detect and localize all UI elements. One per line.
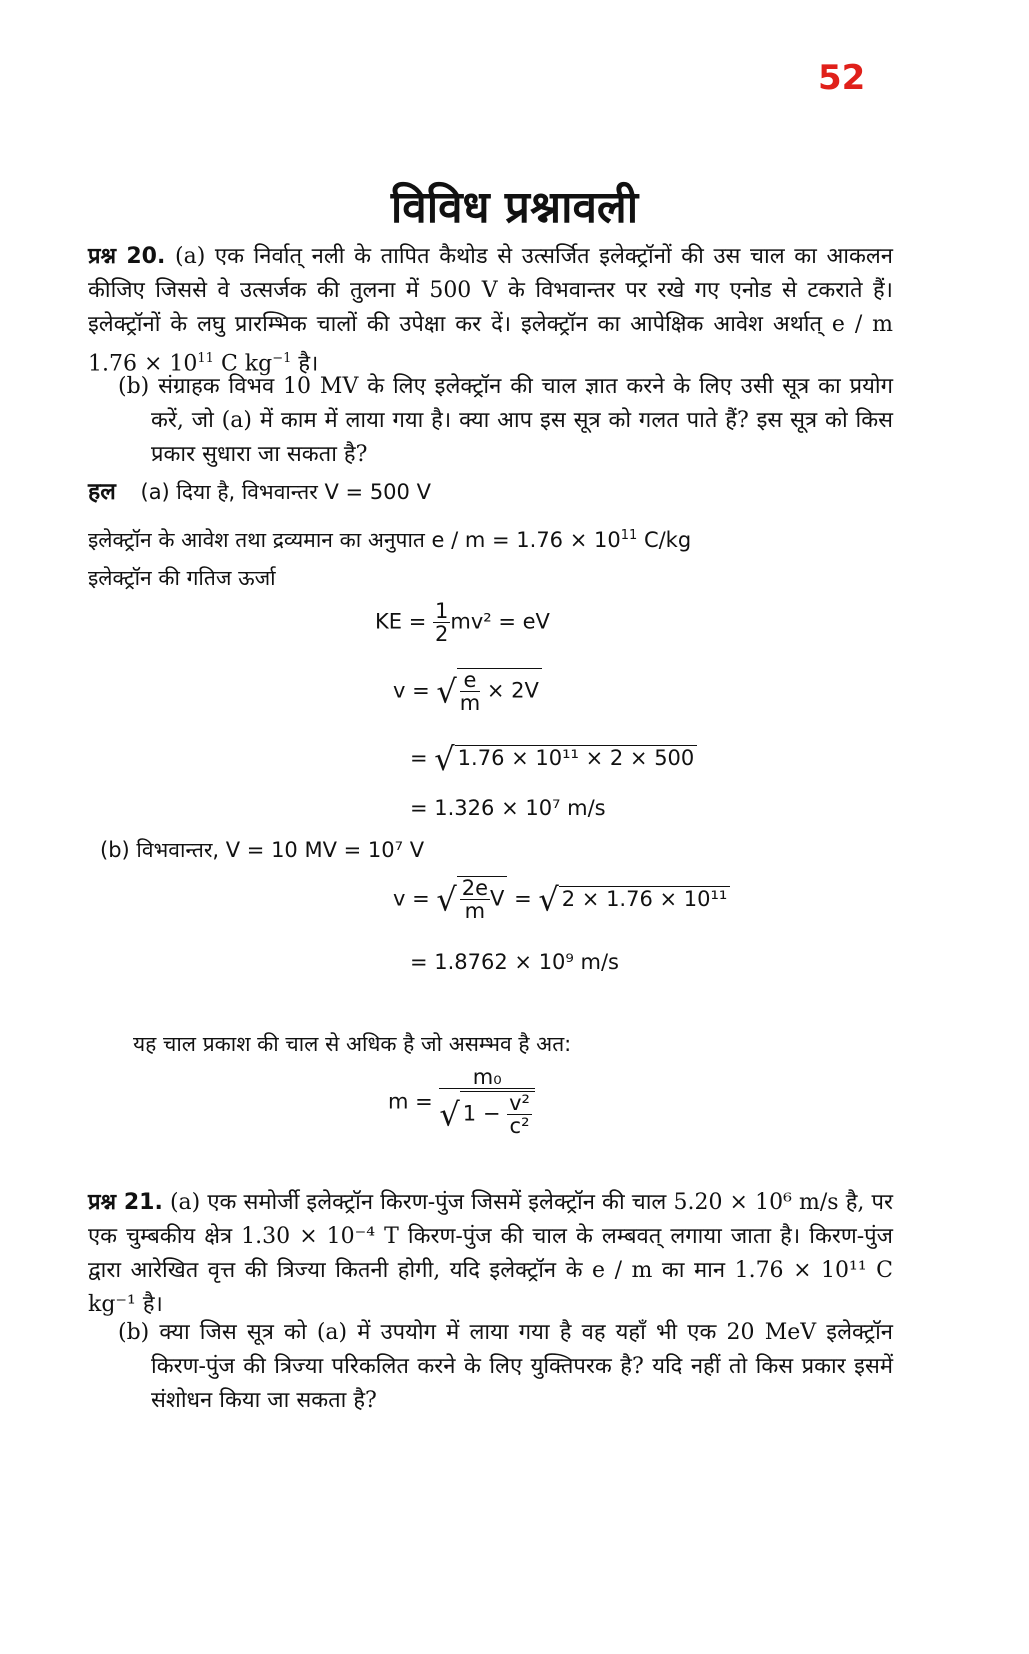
sqrt-icon: √ [538, 880, 559, 919]
equation-velocity-b [393, 876, 730, 922]
eq5-radicand [457, 876, 508, 922]
question-21-part-a [88, 1186, 893, 1322]
solution-line-2 [88, 522, 691, 554]
eq5-radicand-2: 2 × 1.76 × 10¹¹ [559, 886, 731, 911]
eq2-num: e [460, 669, 480, 692]
ratio-exp: 11 [620, 528, 638, 543]
eq1-num: 1 [435, 599, 449, 623]
question-21-label: प्रश्न 21. [88, 1190, 163, 1215]
eq7-inner-den: c² [509, 1114, 530, 1138]
equation-relativistic-mass [388, 1066, 535, 1137]
equation-kinetic-energy [375, 600, 550, 645]
question-21-text-a: (a) एक समोर्जी इलेक्ट्रॉन किरण-पुंज जिसमें इलेक्ट्रॉन की चाल 5.20 × 10⁶ m/s है, पर एक चुम्बकीय क्षेत्र 1.30 × 10⁻⁴ T किरण-पुंज की चाल के लम्बवत् लगाया जाता है। किरण-पुंज द्वारा आरेखित वृत्त की त्रिज्या कितनी होगी, यदि इलेक्ट्रॉन के e / m का मान 1.76 × 10¹¹ C kg⁻¹ है। [88, 1190, 893, 1317]
question-20-text-a: (a) एक निर्वात् नली के तापित कैथोड से उत्सर्जित इलेक्ट्रॉनों की उस चाल का आकलन कीजिए जिससे वे उत्सर्जक की तुलना में 500 V के विभवान्तर पर रखे गए एनोड से टकराते हैं। इलेक्ट्रॉनों के लघु प्रारम्भिक चालों की उपेक्षा कर दें। इलेक्ट्रॉन का आपेक्षिक आवेश अर्थात् e / m 1.76 × 10 [88, 244, 893, 377]
ratio-text: इलेक्ट्रॉन के आवेश तथा द्रव्यमान का अनुपात e / m = 1.76 × 10 [88, 528, 621, 552]
eq2-left: v = [393, 678, 437, 703]
page-title: विविध प्रश्नावली [390, 182, 639, 233]
solution-conclusion: यह चाल प्रकाश की चाल से अधिक है जो असम्भव है अत: [133, 1032, 572, 1056]
sqrt-icon: √ [439, 1095, 460, 1134]
equation-velocity [393, 668, 542, 714]
eq2-right: × 2V [480, 678, 539, 703]
eq1-den: 2 [435, 622, 449, 646]
eq7-fraction [439, 1066, 535, 1137]
eq2-radicand [457, 668, 542, 714]
question-20-end: है। [291, 351, 319, 377]
solution-part-b: (b) विभवान्तर, V = 10 MV = 10⁷ V [100, 838, 425, 862]
eq1-fraction [433, 600, 450, 645]
sqrt-icon: √ [434, 740, 455, 778]
eq5-equals: = [507, 886, 539, 911]
eq5-left: v = [393, 886, 437, 911]
eq3-radicand: 1.76 × 10¹¹ × 2 × 500 [455, 745, 698, 770]
ratio-unit: C/kg [637, 528, 692, 552]
equation-result-b: = 1.8762 × 10⁹ m/s [410, 950, 619, 974]
question-21-part-b: (b) क्या जिस सूत्र को (a) में उपयोग में लाया गया है वह यहाँ भी एक 20 MeV इलेक्ट्रॉन किरण-पुंज की त्रिज्या परिकलित करने के लिए युक्तिपरक है? यदि नहीं तो किस प्रकार इसमें संशोधन किया जा सकता है? [118, 1320, 893, 1413]
solution-line-3: इलेक्ट्रॉन की गतिज ऊर्जा [88, 566, 276, 590]
sqrt-icon: √ [436, 672, 457, 711]
question-20-exp: 11 [197, 351, 214, 366]
question-20-unit-exp: −1 [272, 351, 292, 366]
eq5-mid: V [490, 886, 505, 911]
solution-line-1 [88, 478, 431, 506]
question-20-unit: C kg [213, 351, 273, 377]
eq7-radicand [460, 1091, 535, 1137]
equation-substitution [410, 740, 697, 778]
sqrt-icon: √ [436, 880, 457, 919]
eq7-inner-a: 1 − [462, 1101, 508, 1126]
eq2-den: m [459, 691, 481, 715]
eq3-equals: = [410, 746, 435, 770]
eq7-inner-num: v² [509, 1091, 530, 1115]
eq7-left: m = [388, 1089, 440, 1114]
eq1-right: mv² = eV [450, 609, 550, 634]
eq7-num: m₀ [439, 1066, 535, 1089]
question-20-part-a [88, 240, 893, 381]
eq5-den: m [464, 899, 486, 923]
solution-given: (a) दिया है, विभवान्तर V = 500 V [140, 480, 431, 504]
eq5-num: 2e [461, 876, 489, 900]
question-20-part-b: (b) संग्राहक विभव 10 MV के लिए इलेक्ट्रॉन की चाल ज्ञात करने के लिए उसी सूत्र का प्रयोग करें, जो (a) में काम में लाया गया है। क्या आप इस सूत्र को गलत पाते हैं? इस सूत्र को किस प्रकार सुधारा जा सकता है? [118, 374, 893, 467]
eq7-den [439, 1089, 535, 1137]
page-number: 52 [818, 58, 866, 98]
eq1-left: KE = [375, 609, 433, 634]
equation-result-a: = 1.326 × 10⁷ m/s [410, 796, 606, 820]
question-20-label: प्रश्न 20. [88, 244, 166, 269]
solution-label: हल [88, 479, 116, 505]
